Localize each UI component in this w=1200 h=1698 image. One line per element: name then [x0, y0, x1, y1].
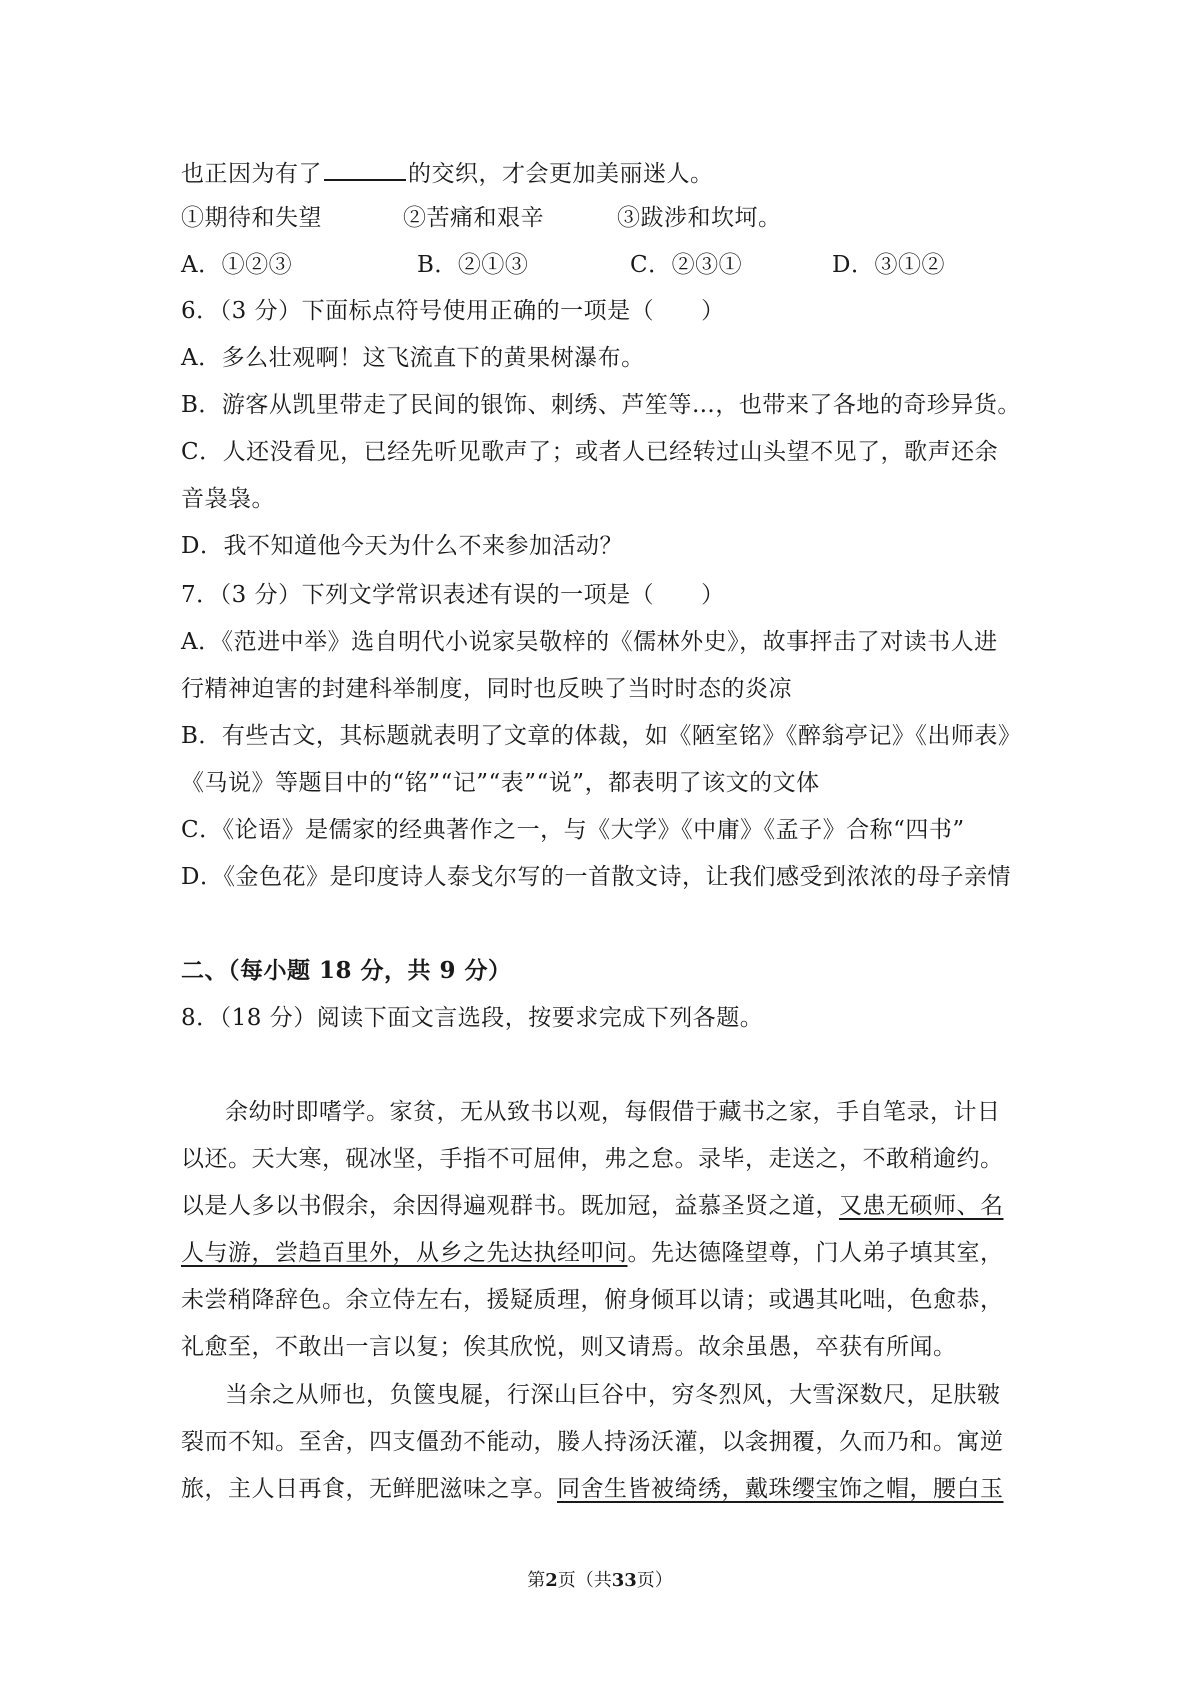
- q6-option-d: D．我不知道他今天为什么不来参加活动？: [181, 533, 623, 559]
- q5-choice-1: ①期待和失望: [181, 205, 322, 231]
- passage-line-7: 当余之从师也，负箧曳屣，行深山巨谷中，穷冬烈风，大雪深数尺，足肤皲: [225, 1382, 1001, 1408]
- footer-total-pages: 33: [611, 1570, 637, 1591]
- footer-pre: 第: [527, 1570, 546, 1591]
- q7-option-a-line2: 行精神迫害的封建科举制度，同时也反映了当时时态的炎凉: [181, 676, 792, 702]
- q7-option-a-line1: A．《范进中举》选自明代小说家吴敬梓的《儒林外史》，故事抨击了对读书人进: [181, 629, 998, 655]
- passage-line-9: [181, 1474, 1004, 1504]
- passage-line-2: 以还。天大寒，砚冰坚，手指不可屈伸，弗之怠。录毕，走送之，不敢稍逾约。: [181, 1146, 1004, 1172]
- q7-stem: 7．（3 分）下列文学常识表述有误的一项是（ ）: [181, 582, 725, 608]
- passage-line-1: 余幼时即嗜学。家贫，无从致书以观，每假借于藏书之家，手自笔录，计日: [225, 1099, 1001, 1125]
- passage-line-6: 礼愈至，不敢出一言以复；俟其欣悦，则又请焉。故余虽愚，卒获有所闻。: [181, 1334, 957, 1360]
- passage-underlined-sentence-2: 同舍生皆被绮绣，戴珠缨宝饰之帽，腰白玉: [557, 1476, 1004, 1502]
- q7-option-d: D．《金色花》是印度诗人泰戈尔写的一首散文诗，让我们感受到浓浓的母子亲情: [181, 864, 1011, 890]
- passage-line-8: 裂而不知。至舍，四支僵劲不能动，媵人持汤沃灌，以衾拥覆，久而乃和。寓逆: [181, 1429, 1004, 1455]
- section2-heading: 二、（每小题 18 分，共 9 分）: [181, 957, 512, 984]
- q7-option-b-line2: 《马说》等题目中的“铭”“记”“表”“说”，都表明了该文的文体: [181, 770, 820, 796]
- q5-option-a: A．①②③: [181, 252, 293, 278]
- passage-line-4: [181, 1238, 1004, 1268]
- page-footer: [0, 1569, 1200, 1593]
- q5-choice-3: ③跋涉和坎坷。: [617, 205, 782, 231]
- passage-line-9-plain: 旅，主人日再食，无鲜肥滋味之享。: [181, 1476, 557, 1502]
- q5-option-b: B．②①③: [417, 252, 529, 278]
- q8-stem: 8．（18 分）阅读下面文言选段，按要求完成下列各题。: [181, 1005, 764, 1031]
- q5-options: [181, 250, 981, 280]
- q5-answer-blank: [324, 157, 406, 181]
- q7-option-c: C．《论语》是儒家的经典著作之一，与《大学》《中庸》《孟子》合称“四书”: [181, 817, 965, 843]
- q5-option-d: D．③①②: [832, 252, 945, 278]
- passage-underlined-sentence-1b: 人与游，尝趋百里外，从乡之先达执经叩问: [181, 1240, 628, 1266]
- q6-option-c-line2: 音袅袅。: [181, 486, 275, 512]
- q6-option-c-line1: C．人还没看见，已经先听见歌声了；或者人已经转过山头望不见了，歌声还余: [181, 439, 999, 465]
- passage-line-4-plain: 。先达德隆望尊，门人弟子填其室，: [627, 1240, 1004, 1266]
- q5-choices: [181, 203, 981, 233]
- q6-stem: 6．（3 分）下面标点符号使用正确的一项是（ ）: [181, 298, 725, 324]
- q5-choice-2: ②苦痛和艰辛: [403, 205, 544, 231]
- passage-line-3: [181, 1191, 1004, 1221]
- q5-option-c: C．②③①: [630, 252, 743, 278]
- passage-line-3-plain: 以是人多以书假余，余因得遍观群书。既加冠，益慕圣贤之道，: [181, 1193, 839, 1219]
- passage-line-5: 未尝稍降辞色。余立侍左右，援疑质理，俯身倾耳以请；或遇其叱咄，色愈恭，: [181, 1287, 1004, 1313]
- footer-post: 页）: [636, 1570, 673, 1591]
- q6-option-b: B．游客从凯里带走了民间的银饰、刺绣、芦笙等…，也带来了各地的奇珍异货。: [181, 392, 1021, 418]
- passage-underlined-sentence-1a: 又患无硕师、名: [839, 1193, 1004, 1219]
- footer-page-number: 2: [545, 1570, 558, 1591]
- q6-option-a: A．多么壮观啊！这飞流直下的黄果树瀑布。: [181, 345, 645, 371]
- footer-mid: 页（共: [557, 1570, 612, 1591]
- q7-option-b-line1: B．有些古文，其标题就表明了文章的体裁，如《陋室铭》《醉翁亭记》《出师表》: [181, 723, 1022, 749]
- q5-line1: [181, 157, 714, 189]
- q5-line1-post: 的交织，才会更加美丽迷人。: [408, 161, 714, 187]
- q5-line1-pre: 也正因为有了: [181, 161, 322, 187]
